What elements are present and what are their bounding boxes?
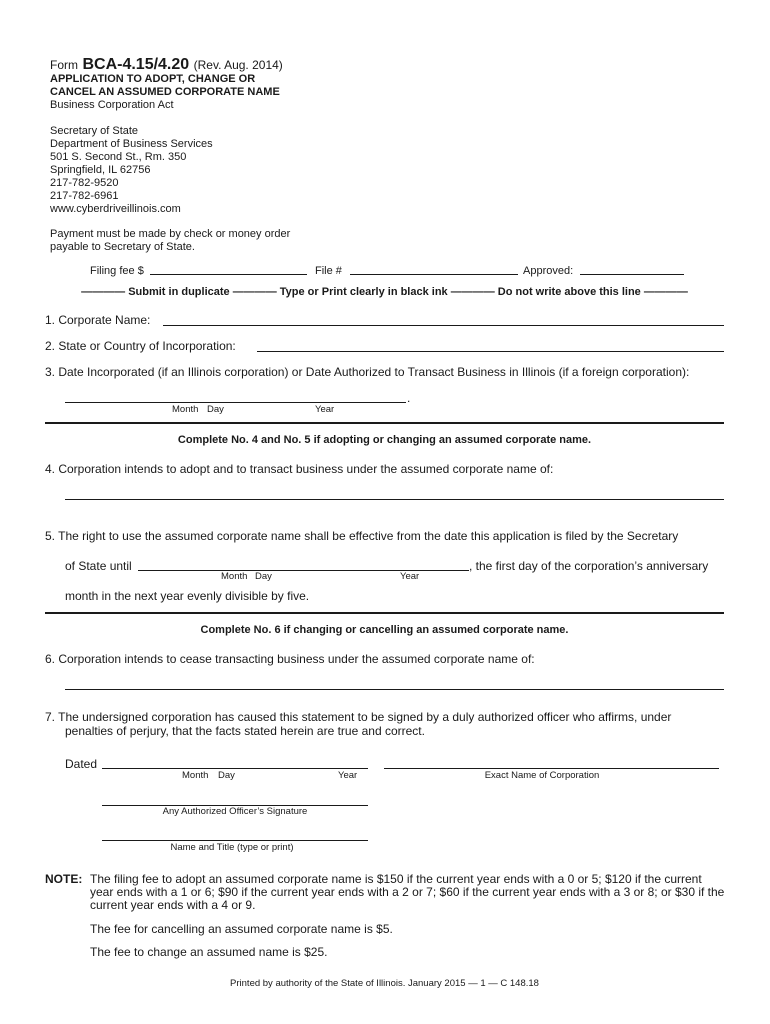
date-incorporated-field[interactable] — [65, 402, 406, 403]
address-line1: Secretary of State — [50, 125, 139, 137]
note-cancel-fee: The fee for cancelling an assumed corporate name is $5. — [90, 922, 393, 936]
effective-until-field[interactable] — [138, 570, 469, 571]
section-a-heading: Complete No. 4 and No. 5 if adopting or changing an assumed corporate name. — [177, 434, 592, 446]
form-revision: (Rev. Aug. 2014) — [193, 58, 283, 72]
dated-day-label: Day — [218, 770, 235, 781]
form-title-line2: CANCEL AN ASSUMED CORPORATE NAME — [50, 86, 280, 98]
item7-line1: 7. The undersigned corporation has caused this statement to be signed by a duly authorized officer who affirms, under — [45, 710, 672, 724]
section-divider-a — [45, 422, 724, 424]
address-phone2: 217-782-6961 — [50, 190, 119, 202]
dated-month-label: Month — [182, 770, 209, 781]
item5-line1: 5. The right to use the assumed corporate name shall be effective from the date this application is filed by the Secretary — [45, 529, 679, 543]
item2-label: 2. State or Country of Incorporation: — [45, 339, 236, 353]
approved-label: Approved: — [523, 265, 574, 277]
item5-month-label: Month — [221, 571, 248, 582]
note-text: The filing fee to adopt an assumed corporate name is $150 if the current year ends with a 0 or 5; $120 if the current year ends with a 1 or 6; $90 if the current year ends with a 2 or 7; $60 if the current year ends with a 3 or 8; or $30 if the current year ends with a 4 or 9. — [90, 872, 725, 912]
item4-label: 4. Corporation intends to adopt and to transact business under the assumed corporate name of: — [45, 462, 554, 476]
item6-label: 6. Corporation intends to cease transacting business under the assumed corporate name of: — [45, 652, 535, 666]
form-prefix: Form — [50, 58, 78, 72]
item5-after: , the first day of the corporation’s anniversary — [469, 559, 709, 573]
name-title-field[interactable] — [102, 840, 368, 841]
item3-period: . — [407, 391, 411, 405]
item7-line2: penalties of perjury, that the facts stated herein are true and correct. — [65, 724, 425, 738]
dated-year-label: Year — [338, 770, 358, 781]
assumed-name-cease-field[interactable] — [65, 689, 724, 690]
assumed-name-adopt-field[interactable] — [65, 499, 724, 500]
submit-instructions: ———— Submit in duplicate ———— Type or Print clearly in black ink ———— Do not write above this line ———— — [81, 286, 688, 298]
item3-month-label: Month — [172, 404, 199, 415]
exact-corporation-name-field[interactable] — [384, 768, 719, 769]
name-title-label: Name and Title (type or print) — [170, 842, 294, 853]
address-line4: Springfield, IL 62756 — [50, 164, 151, 176]
form-code: BCA-4.15/4.20 — [82, 56, 190, 73]
item1-label: 1. Corporate Name: — [45, 313, 151, 327]
address-line2: Department of Business Services — [50, 138, 213, 150]
form-act: Business Corporation Act — [50, 99, 174, 111]
item5-year-label: Year — [400, 571, 420, 582]
approved-field[interactable] — [580, 274, 684, 275]
item5-of-state: of State until — [65, 559, 132, 573]
filing-fee-field[interactable] — [150, 274, 307, 275]
footer-print-authority: Printed by authority of the State of Illinois. January 2015 — 1 — C 148.18 — [230, 978, 539, 989]
dated-field[interactable] — [102, 768, 368, 769]
item3-day-label: Day — [207, 404, 224, 415]
filing-fee-label: Filing fee $ — [90, 265, 144, 277]
address-line3: 501 S. Second St., Rm. 350 — [50, 151, 187, 163]
file-number-label: File # — [315, 265, 342, 277]
note-change-fee: The fee to change an assumed name is $25. — [90, 945, 328, 959]
section-divider-b — [45, 612, 724, 614]
dated-label: Dated — [65, 757, 98, 771]
corporate-name-field[interactable] — [163, 325, 724, 326]
item3-label: 3. Date Incorporated (if an Illinois corporation) or Date Authorized to Transact Business in Illinois (if a foreign corporation): — [45, 365, 690, 379]
form-number — [50, 56, 283, 74]
item5-day-label: Day — [255, 571, 272, 582]
state-country-field[interactable] — [257, 351, 724, 352]
form-title-line1: APPLICATION TO ADOPT, CHANGE OR — [50, 73, 256, 85]
item3-year-label: Year — [315, 404, 335, 415]
item5-line3: month in the next year evenly divisible by five. — [65, 589, 310, 603]
payment-line1: Payment must be made by check or money order — [50, 228, 291, 240]
exact-corporation-name-label: Exact Name of Corporation — [484, 770, 600, 781]
payment-line2: payable to Secretary of State. — [50, 241, 195, 253]
address-website[interactable]: www.cyberdriveillinois.com — [50, 203, 181, 215]
note-label: NOTE: — [45, 872, 83, 886]
file-number-field[interactable] — [350, 274, 518, 275]
officer-signature-label: Any Authorized Officer’s Signature — [162, 806, 308, 817]
address-phone1: 217-782-9520 — [50, 177, 119, 189]
section-b-heading: Complete No. 6 if changing or cancelling an assumed corporate name. — [200, 624, 569, 636]
